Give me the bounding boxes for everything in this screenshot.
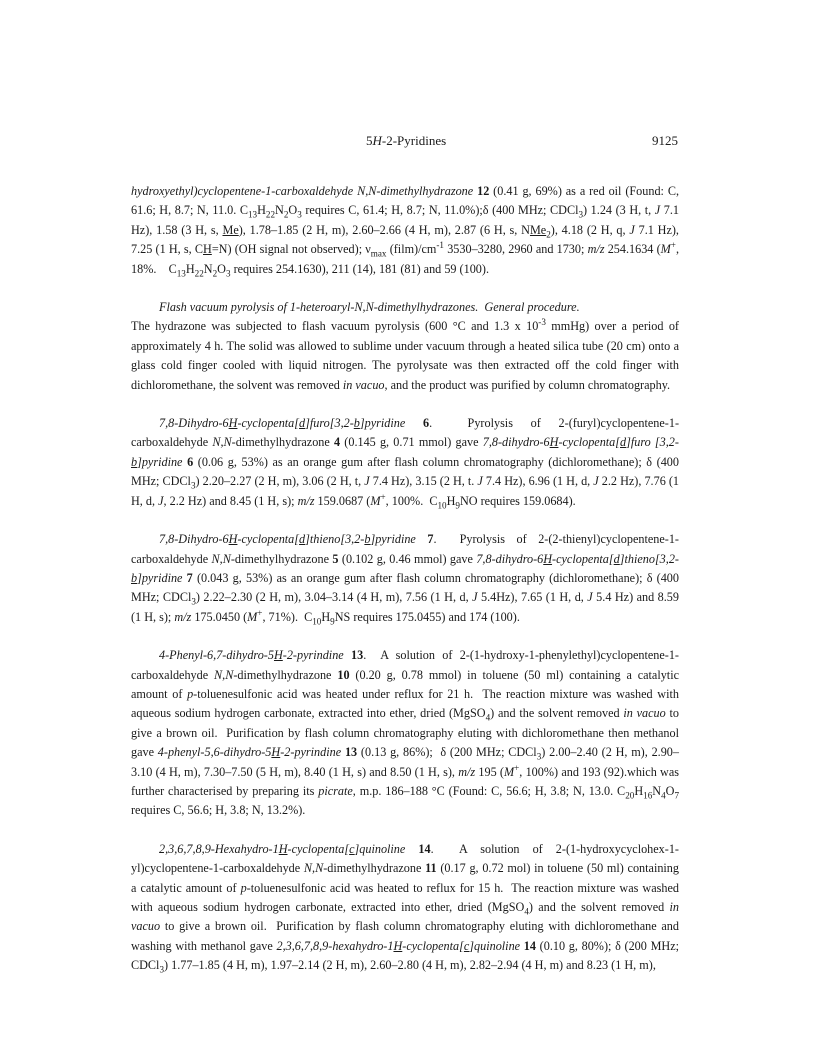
- article-body: [131, 182, 679, 976]
- paragraph-compound-7: 7,8-Dihydro-6H-cyclopenta[d]thieno[3,2-b]pyridine 7. Pyrolysis of 2-(2-thienyl)cyclopentene-1-carboxaldehyde N,N-dimethylhydrazone 5 (0.102 g, 0.46 mmol) gave 7,8-dihydro-6H-cyclopenta[d]thieno[3,2-b]pyridine 7 (0.043 g, 53%) as an orange gum after flash column chromatography (dichloromethane); δ (400 MHz; CDCl$_3$) 2.22–2.30 (2 H, m), 3.04–3.14 (4 H, m), 7.56 (1 H, d, J 5.4Hz), 7.65 (1 H, d, J 5.4 Hz) and 8.59 (1 H, s); m/z 175.0450 (M+, 71%). $C_{10}H_9NS$ requires 175.0455) and 174 (100).: [131, 532, 679, 627]
- paragraph-fvp-general-procedure: The hydrazone was subjected to flash vacuum pyrolysis (600 °C and 1.3 x $10^{-3}$ mmHg) over a period of approximately 4 h. The solid was allowed to sublime under vacuum through a heated silica tube (20 cm) onto a glass cold finger cooled with liquid nitrogen. The pyrolysate was then extracted off the cold finger with dichloromethane, the solvent was removed in vacuo, and the product was purified by column chromatography.: [131, 317, 679, 392]
- paragraph-compound-14: 2,3,6,7,8,9-Hexahydro-1H-cyclopenta[c]quinoline 14. A solution of 2-(1-hydroxycyclohex-1-yl)cyclopentene-1-carboxaldehyde N,N-dimethylhydrazone 11 (0.17 g, 0.72 mol) in toluene (50 ml) containing a catalytic amount of p-toluenesulfonic acid was heated to reflux for 15 h. The reaction mixture was washed with aqueous sodium hydrogen carbonate, extracted into ether, dried (MgSO$_4$) and the solvent removed in vacuo to give a brown oil. Purification by flash column chromatography eluting with dichloromethane and washing with methanol gave 2,3,6,7,8,9-hexahydro-1H-cyclopenta[c]quinoline 14 (0.10 g, 80%); δ (200 MHz; CDCl$_3$) 1.77–1.85 (4 H, m), 1.97–2.14 (2 H, m), 2.60–2.80 (4 H, m), 2.82–2.94 (4 H, m) and 8.23 (1 H, m),: [131, 841, 680, 975]
- running-header: [0, 133, 816, 153]
- paragraph-hydrazone-12-data: hydroxyethyl)cyclopentene-1-carboxaldehyde N,N-dimethylhydrazone 12 (0.41 g, 69%) as a red oil (Found: C, 61.6; H, 8.7; N, 11.0. $C_{13}H_{22}N_2O_3$ requires C, 61.4; H, 8.7; N, 11.0%);δ (400 MHz; CDCl$_3$) 1.24 (3 H, t, J 7.1 Hz), 1.58 (3 H, s, Me), 1.78–1.85 (2 H, m), 2.60–2.66 (4 H, m), 2.87 (6 H, s, NMe$_2$), 4.18 (2 H, q, J 7.1 Hz), 7.25 (1 H, s, CH=N) (OH signal not observed); $\nu_{max}$ $(film)/cm^{-1}$ 3530–3280, 2960 and 1730; m/z 254.1634 (M+, 18%. $C_{13}H_{22}N_2O_3$ requires 254.1630), 211 (14), 181 (81) and 59 (100).: [131, 184, 679, 279]
- running-title: 5H-2-Pyridines: [366, 133, 447, 148]
- page-number: 9125: [652, 133, 678, 148]
- paragraph-compound-13: 4-Phenyl-6,7-dihydro-5H-2-pyrindine 13. A solution of 2-(1-hydroxy-1-phenylethyl)cyclopentene-1-carboxaldehyde N,N-dimethylhydrazone 10 (0.20 g, 0.78 mmol) in toluene (50 ml) containing a catalytic amount of p-toluenesulfonic acid was heated under reflux for 21 h. The reaction mixture was washed with aqueous sodium hydrogen carbonate, extracted into ether, dried (MgSO$_4$) and the solvent removed in vacuo to give a brown oil. Purification by flash column chromatography eluting with dichloromethane then methanol gave 4-phenyl-5,6-dihydro-5H-2-pyrindine 13 (0.13 g, 86%); δ (200 MHz; CDCl$_3$) 2.00–2.40 (2 H, m), 2.90–3.10 (4 H, m), 7.30–7.50 (5 H, m), 8.40 (1 H, s) and 8.50 (1 H, s), m/z 195 (M+, 100%) and 193 (92).which was further characterised by preparing its picrate, m.p. 186–188 °C (Found: C, 56.6; H, 3.8; N, 13.0. $C_{20}H_{16}N_4O_7$ requires C, 56.6; H, 3.8; N, 13.2%).: [131, 648, 679, 818]
- section-heading-fvp-general-procedure: Flash vacuum pyrolysis of 1-heteroaryl-N,N-dimethylhydrazones. General procedure.: [159, 300, 580, 315]
- paragraph-compound-6: 7,8-Dihydro-6H-cyclopenta[d]furo[3,2-b]pyridine 6. Pyrolysis of 2-(furyl)cyclopentene-1-carboxaldehyde N,N-dimethylhydrazone 4 (0.145 g, 0.71 mmol) gave 7,8-dihydro-6H-cyclopenta[d]furo [3,2-b]pyridine 6 (0.06 g, 53%) as an orange gum after flash column chromatography (dichloromethane); δ (400 MHz; CDCl$_3$) 2.20–2.27 (2 H, m), 3.06 (2 H, t, J 7.4 Hz), 3.15 (2 H, t. J 7.4 Hz), 6.96 (1 H, d, J 2.2 Hz), 7.76 (1 H, d, J, 2.2 Hz) and 8.45 (1 H, s); m/z 159.0687 (M+, 100%. $C_{10}H_9NO$ requires 159.0684).: [131, 416, 679, 511]
